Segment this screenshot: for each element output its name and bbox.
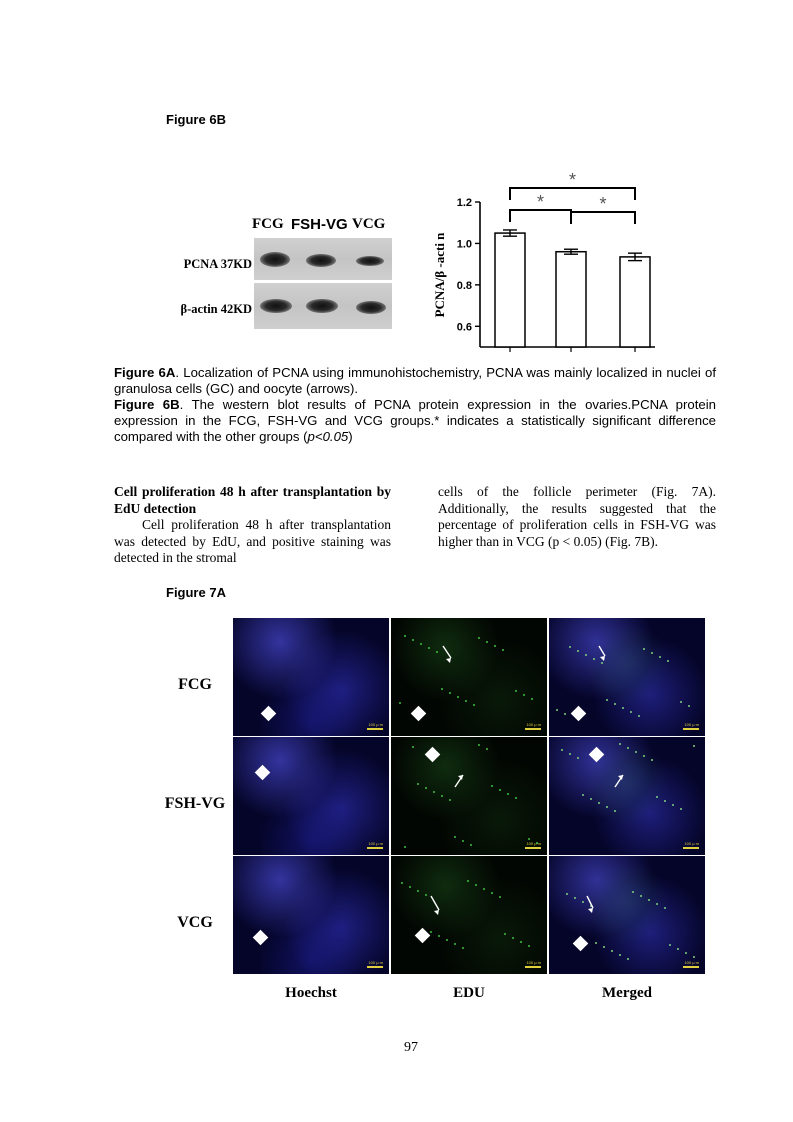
wb-group-fshvg: FSH-VG (291, 216, 348, 233)
y-axis-label: PCNA/β -acti n (432, 232, 447, 318)
significance-star: * (599, 194, 607, 214)
caption-6b-pvalue: p<0.05 (307, 429, 349, 444)
micrograph-fsh-vg-edu (391, 737, 547, 855)
micrograph-fsh-vg-merged (549, 737, 705, 855)
wb-row-pcna: PCNA 37KD (183, 257, 252, 271)
bactin-band-vcg (356, 301, 386, 314)
scale-text: 100 μ m (526, 722, 541, 727)
y-tick-label: 0.8 (456, 279, 472, 292)
pcna-band-fshvg (306, 254, 336, 267)
micro-row-label-1: FSH-VG (164, 795, 226, 812)
arrow-icon (391, 618, 547, 736)
scale-bar (367, 847, 383, 849)
section-heading: Cell proliferation 48 h after transplantation by EdU detection (114, 484, 391, 516)
scale-bar (683, 966, 699, 968)
micrograph-vcg-hoechst (233, 856, 389, 974)
bar-fsh-vg (556, 252, 586, 347)
micro-col-label-0: Hoechst (285, 985, 337, 1001)
page-number: 97 (404, 1040, 418, 1055)
caption-6a-text: . Localization of PCNA using immunohistochemistry, PCNA was mainly localized in nuclei of granulosa cells (GC) and oocyte (arrows). (114, 365, 716, 396)
diamond-marker-icon (261, 706, 277, 722)
y-tick-label: 0.6 (456, 321, 472, 334)
wb-group-vcg: VCG (352, 216, 386, 232)
scale-bar (525, 966, 541, 968)
scale-text: 100 μ m (684, 841, 699, 846)
bactin-band-fshvg (306, 299, 338, 313)
diamond-marker-icon (255, 765, 271, 781)
arrow-icon (391, 737, 547, 855)
wb-group-fcg: FCG (252, 216, 284, 232)
caption-6a-label: Figure 6A (114, 365, 176, 380)
micrograph-fcg-merged (549, 618, 705, 736)
scale-bar (683, 847, 699, 849)
pcna-band-fcg (260, 252, 290, 267)
micro-col-label-2: Merged (602, 985, 652, 1001)
micro-col-label-1: EDU (453, 985, 485, 1001)
scale-text: 100 μ m (526, 960, 541, 965)
micro-row-label-0: FCG (178, 676, 212, 693)
significance-star: * (568, 170, 577, 190)
arrow-icon (549, 737, 705, 855)
scale-text: 100 μ m (684, 960, 699, 965)
body-right-column (438, 484, 716, 550)
micrograph-vcg-edu (391, 856, 547, 974)
bar-vcg (620, 257, 650, 347)
micrograph-fsh-vg-hoechst (233, 737, 389, 855)
micrograph-vcg-merged (549, 856, 705, 974)
micro-row-label-2: VCG (177, 914, 213, 931)
caption-6b-label: Figure 6B (114, 397, 180, 412)
figure-caption (114, 365, 716, 445)
scale-text: 100 μ m (368, 841, 383, 846)
diamond-marker-icon (253, 930, 269, 946)
figure-7a-label: Figure 7A (166, 585, 226, 600)
y-tick-label: 1.2 (456, 197, 472, 209)
bactin-blot (254, 283, 392, 329)
body-left-column (114, 484, 391, 567)
caption-6b-end: ) (348, 429, 353, 444)
body-right-paragraph: cells of the follicle perimeter (Fig. 7A). Additionally, the results suggested that the percentage of proliferation cells in FSH-VG was higher than in VCG (p < 0.05) (Fig. 7B). (438, 484, 716, 549)
scale-bar (367, 728, 383, 730)
scale-text: 100 μ m (684, 722, 699, 727)
figure-6b-label: Figure 6B (166, 112, 226, 127)
bar-fcg (495, 233, 525, 347)
pcna-blot (254, 238, 392, 280)
significance-star: * (536, 192, 545, 212)
bactin-band-fcg (260, 299, 292, 313)
arrow-icon (391, 856, 547, 974)
caption-6b-text: . The western blot results of PCNA protein expression in the ovaries.PCNA protein expression in the FCG, FSH-VG and VCG groups.* indicates a statistically significant difference compared with the other groups ( (114, 397, 716, 444)
arrow-icon (549, 856, 705, 974)
body-left-paragraph: Cell proliferation 48 h after transplantation was detected by EdU, and positive staining was detected in the stromal (114, 517, 391, 565)
micrograph-fcg-hoechst (233, 618, 389, 736)
pcna-bar-chart (425, 160, 675, 355)
scale-text: 100 μ m (368, 960, 383, 965)
scale-bar (683, 728, 699, 730)
scale-bar (367, 966, 383, 968)
pcna-band-vcg (356, 256, 384, 266)
wb-row-bactin: β-actin 42KD (180, 302, 252, 316)
scale-text: 100 μ m (526, 841, 541, 846)
y-tick-label: 1.0 (456, 238, 472, 251)
arrow-icon (549, 618, 705, 736)
micrograph-fcg-edu (391, 618, 547, 736)
scale-bar (525, 728, 541, 730)
scale-bar (525, 847, 541, 849)
scale-text: 100 μ m (368, 722, 383, 727)
